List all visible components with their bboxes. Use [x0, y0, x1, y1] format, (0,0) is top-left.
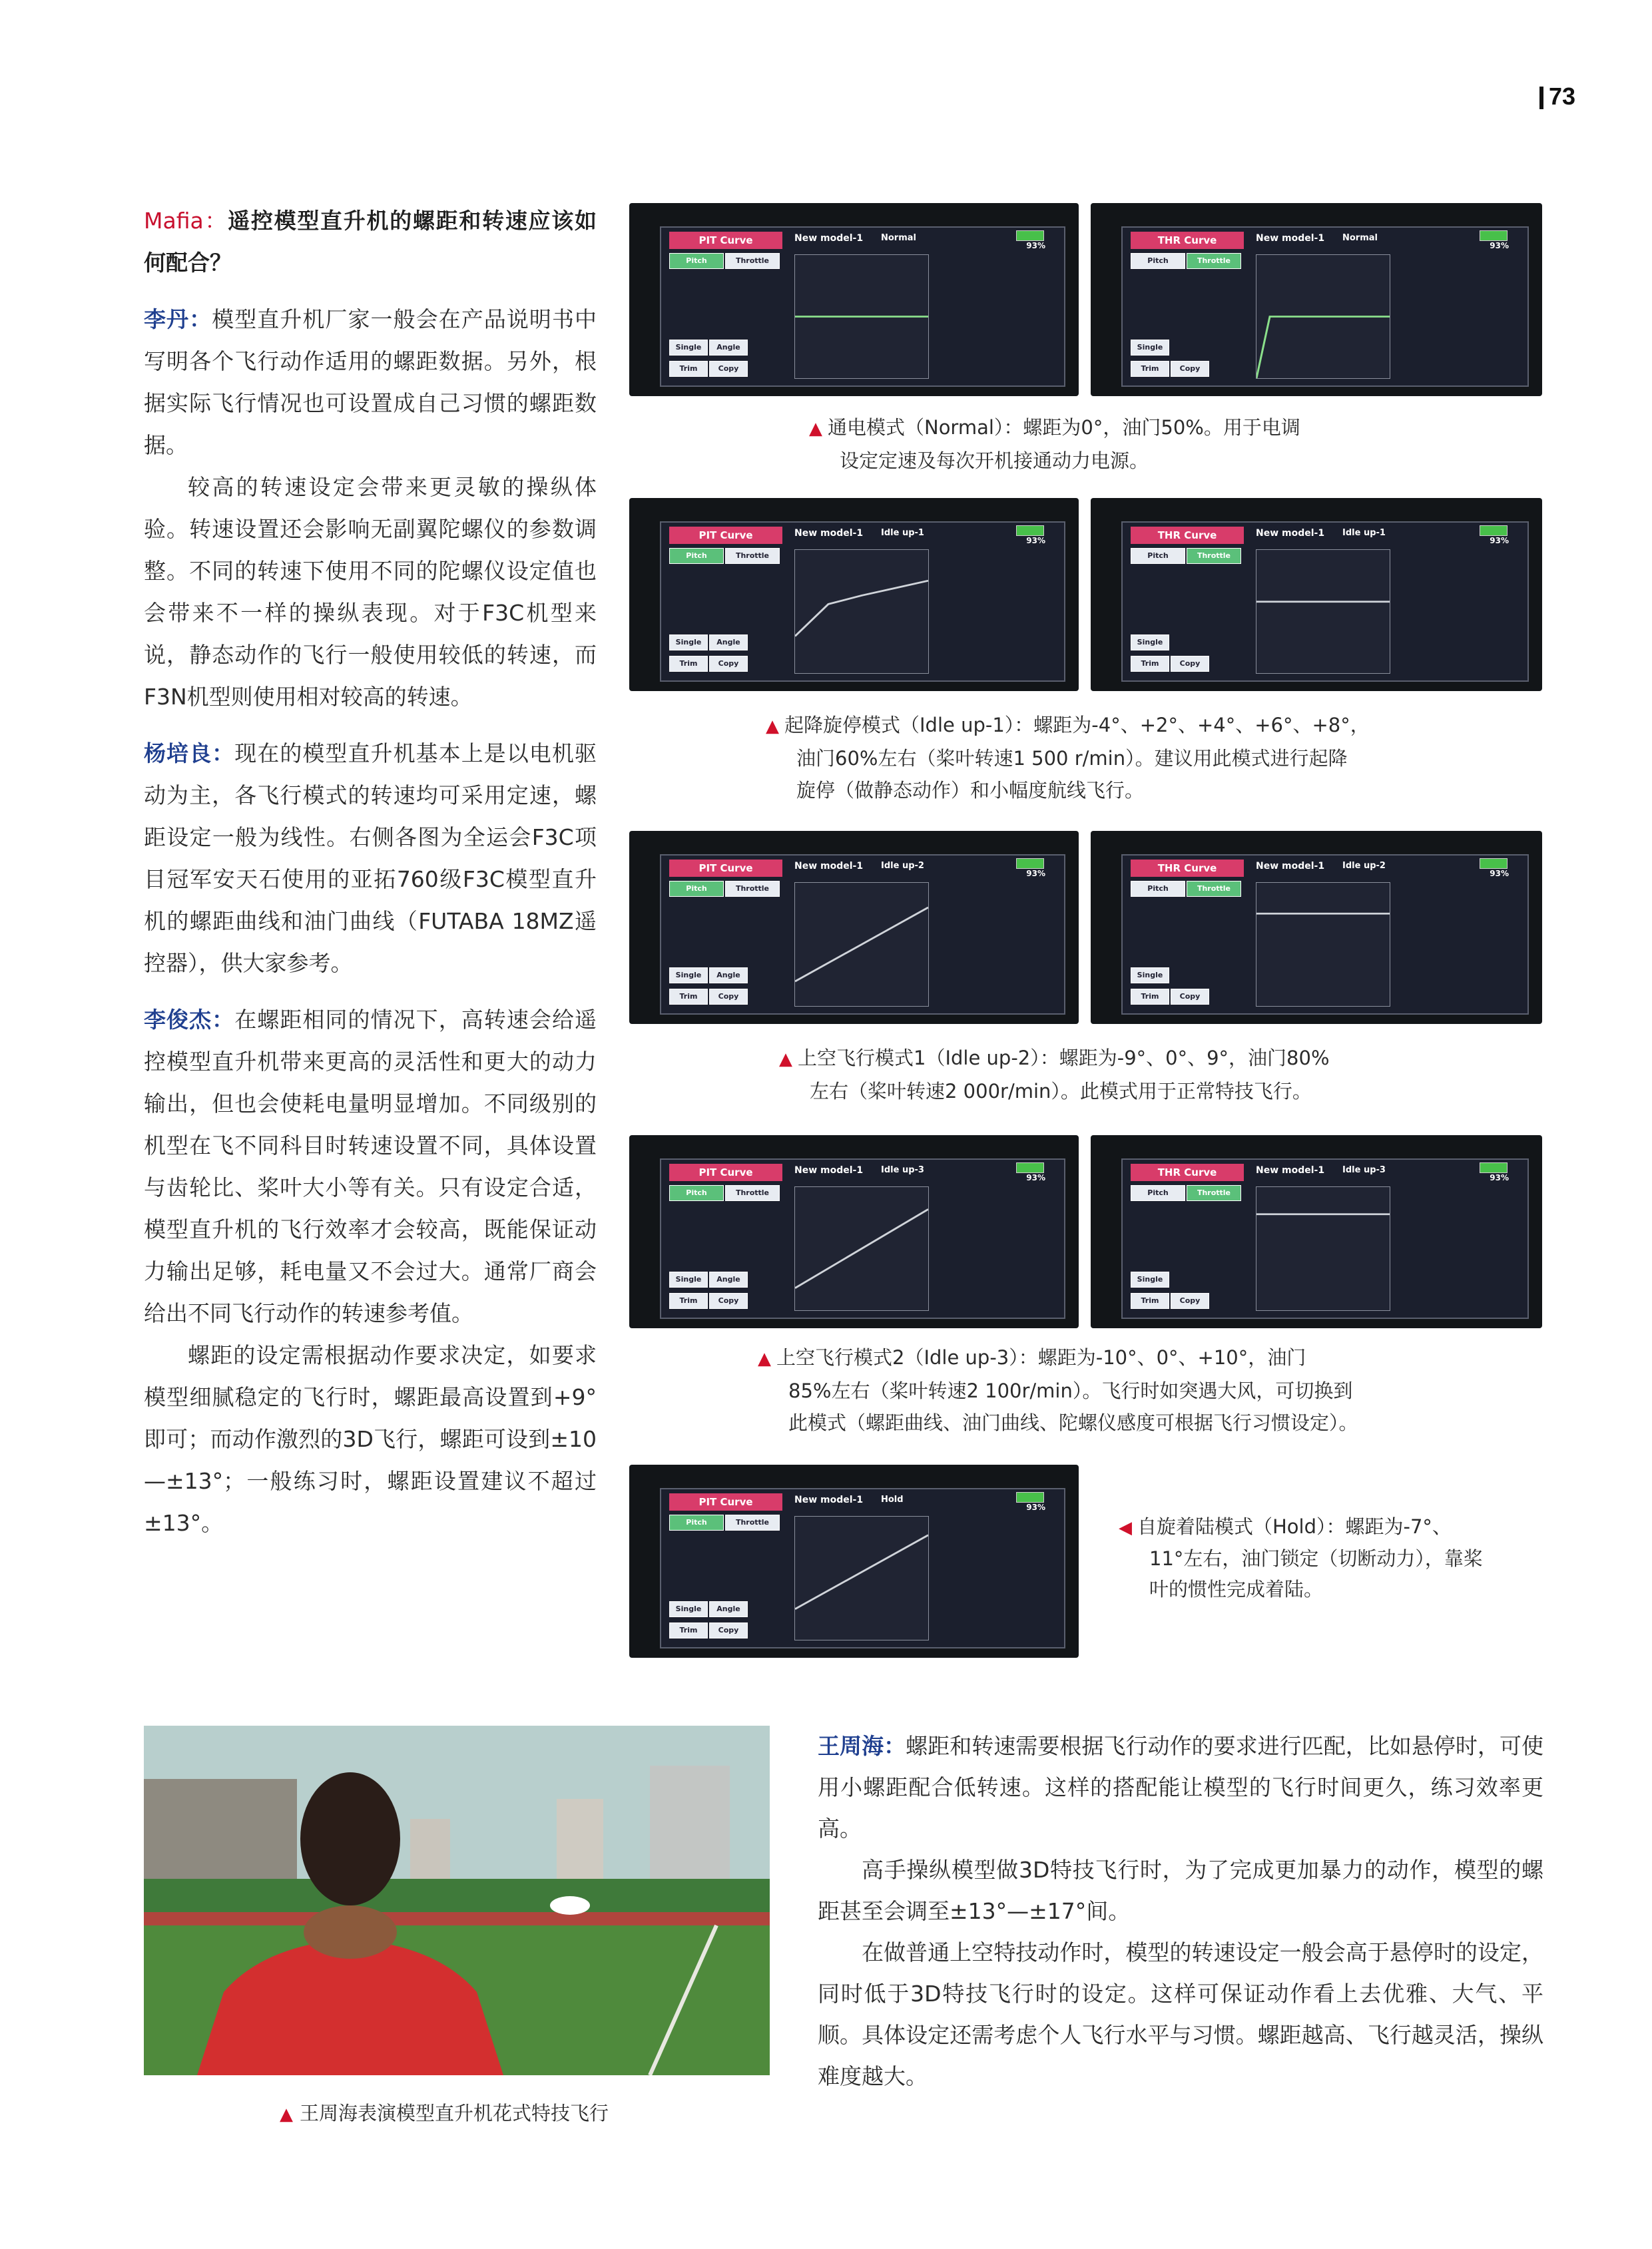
- trim-button: Trim: [1131, 361, 1169, 377]
- battery-percent: 93%: [1026, 241, 1045, 250]
- trim-button: Trim: [669, 989, 708, 1005]
- lcd-display: [660, 521, 1065, 682]
- trim-button: Trim: [669, 1623, 708, 1638]
- battery-icon: [1480, 1162, 1508, 1173]
- curve-svg: [1256, 550, 1390, 673]
- battery-icon: [1016, 230, 1044, 241]
- copy-button: Copy: [1171, 1293, 1209, 1309]
- curve-tab: PIT Curve: [669, 1493, 782, 1511]
- curve-plot: [794, 254, 929, 379]
- pitch-button: Pitch: [1131, 548, 1185, 564]
- battery-percent: 93%: [1490, 241, 1509, 250]
- throttle-button: Throttle: [725, 1515, 780, 1531]
- throttle-button: Throttle: [1187, 253, 1241, 269]
- model-name: New model-1: [1256, 861, 1325, 872]
- speaker-name: 杨培良：: [144, 740, 235, 766]
- page-number-bar: [1539, 87, 1543, 109]
- angle-button: Angle: [709, 967, 748, 983]
- trim-button: Trim: [669, 1293, 708, 1309]
- caption-line: 左右（桨叶转速2 000r/min）。此模式用于正常特技飞行。: [810, 1080, 1312, 1103]
- trim-button: Trim: [669, 656, 708, 672]
- screen-pit-idle1: [629, 498, 1079, 691]
- pitch-button: Pitch: [1131, 253, 1185, 269]
- triangle-marker-icon: ▲: [809, 419, 822, 439]
- trim-button: Trim: [1131, 1293, 1169, 1309]
- trim-button: Trim: [669, 361, 708, 377]
- answer-paragraph: 高手操纵模型做3D特技飞行时，为了完成更加暴力的动作，模型的螺距甚至会调至±13°—±17°间。: [818, 1857, 1543, 1924]
- battery-icon: [1480, 230, 1508, 241]
- caption-line: 叶的惯性完成着陆。: [1149, 1578, 1324, 1601]
- curve-tab: THR Curve: [1131, 527, 1244, 544]
- caption-line: 设定定速及每次开机接通动力电源。: [840, 449, 1149, 472]
- pitch-button: Pitch: [1131, 1185, 1185, 1201]
- pitch-button: Pitch: [669, 1185, 724, 1201]
- caption-line: 油门60%左右（桨叶转速1 500 r/min）。建议用此模式进行起降: [796, 747, 1348, 770]
- battery-icon: [1016, 858, 1044, 869]
- answer-text: 模型直升机厂家一般会在产品说明书中写明各个飞行动作适用的螺距数据。另外，根据实际飞行情况也可设置成自己习惯的螺距数据。: [144, 306, 597, 458]
- angle-button: Angle: [709, 340, 748, 356]
- battery-icon: [1016, 1162, 1044, 1173]
- copy-button: Copy: [709, 361, 748, 377]
- caption-line: 此模式（螺距曲线、油门曲线、陀螺仪感度可根据飞行习惯设定）。: [788, 1411, 1358, 1434]
- copy-button: Copy: [709, 1293, 748, 1309]
- battery-percent: 93%: [1490, 536, 1509, 545]
- single-button: Single: [669, 634, 708, 650]
- throttle-button: Throttle: [1187, 881, 1241, 897]
- pitch-button: Pitch: [1131, 881, 1185, 897]
- right-column: [818, 1726, 1543, 2097]
- single-button: Single: [669, 967, 708, 983]
- triangle-marker-icon: ▲: [766, 716, 779, 736]
- caption-idle1: [766, 709, 1432, 806]
- curve-tab: THR Curve: [1131, 1164, 1244, 1181]
- flight-mode: Idle up-3: [881, 1165, 924, 1175]
- pitch-button: Pitch: [669, 548, 724, 564]
- curve-svg: [795, 255, 928, 378]
- throttle-button: Throttle: [1187, 548, 1241, 564]
- caption-idle3: [758, 1342, 1490, 1439]
- copy-button: Copy: [709, 1623, 748, 1638]
- angle-button: Angle: [709, 1272, 748, 1288]
- photo-illustration: [144, 1726, 770, 2075]
- caption-normal: [809, 411, 1408, 477]
- curve-svg: [1256, 1187, 1390, 1310]
- caption-line: 85%左右（桨叶转速2 100r/min）。飞行时如突遇大风，可切换到: [788, 1379, 1353, 1402]
- pitch-button: Pitch: [669, 1515, 724, 1531]
- curve-tab: PIT Curve: [669, 860, 782, 877]
- triangle-marker-icon: ▲: [758, 1349, 771, 1369]
- speaker-name: 李丹：: [144, 306, 212, 332]
- caption-line: 自旋着陆模式（Hold）：螺距为-7°、: [1137, 1515, 1452, 1538]
- copy-button: Copy: [1171, 656, 1209, 672]
- throttle-button: Throttle: [725, 1185, 780, 1201]
- battery-percent: 93%: [1026, 536, 1045, 545]
- curve-tab: PIT Curve: [669, 232, 782, 249]
- caption-line: 上空飞行模式2（Idle up-3）：螺距为-10°、0°、+10°，油门: [776, 1346, 1306, 1369]
- answer-paragraph: 在做普通上空特技动作时，模型的转速设定一般会高于悬停时的设定，同时低于3D特技飞行时的设定。这样可保证动作看上去优雅、大气、平顺。具体设定还需考虑个人飞行水平与习惯。螺距越高、飞行越灵活，操纵难度越大。: [818, 1939, 1543, 2089]
- single-button: Single: [1131, 634, 1169, 650]
- curve-svg: [795, 550, 928, 673]
- screen-thr-idle2: [1091, 831, 1542, 1024]
- battery-percent: 93%: [1026, 1173, 1045, 1182]
- lcd-display: [1121, 1158, 1529, 1319]
- photo-caption: ▲ 王周海表演模型直升机花式特技飞行: [280, 2102, 609, 2124]
- model-name: New model-1: [794, 861, 864, 872]
- curve-svg: [795, 883, 928, 1006]
- answer-yang: [144, 732, 597, 984]
- single-button: Single: [669, 1272, 708, 1288]
- trim-button: Trim: [1131, 656, 1169, 672]
- copy-button: Copy: [709, 656, 748, 672]
- answer-text: 现在的模型直升机基本上是以电机驱动为主，各飞行模式的转速均可采用定速，螺距设定一般为线性。右侧各图为全运会F3C项目冠军安天石使用的亚拓760级F3C模型直升机的螺距曲线和油门曲线（FUTABA 18MZ遥控器），供大家参考。: [144, 740, 597, 976]
- answer-li-dan: [144, 298, 597, 466]
- trim-button: Trim: [1131, 989, 1169, 1005]
- copy-button: Copy: [1171, 361, 1209, 377]
- answer-li-junjie: [144, 999, 597, 1334]
- lcd-display: [1121, 854, 1529, 1015]
- answer-paragraph: 较高的转速设定会带来更灵敏的操纵体验。转速设置还会影响无副翼陀螺仪的参数调整。不同的转速下使用不同的陀螺仪设定值也会带来不一样的操纵表现。对于F3C机型来说，静态动作的飞行一般使用较低的转速，而F3N机型则使用相对较高的转速。: [144, 474, 597, 710]
- caption-hold: [1119, 1511, 1531, 1605]
- single-button: Single: [669, 340, 708, 356]
- page-number: 73: [1539, 83, 1586, 116]
- lcd-display: [660, 226, 1065, 387]
- throttle-button: Throttle: [725, 548, 780, 564]
- model-name: New model-1: [794, 1165, 864, 1176]
- caption-line: 通电模式（Normal）：螺距为0°，油门50%。用于电调: [828, 416, 1300, 439]
- copy-button: Copy: [1171, 989, 1209, 1005]
- throttle-button: Throttle: [1187, 1185, 1241, 1201]
- single-button: Single: [1131, 340, 1169, 356]
- screen-pit-idle3: [629, 1135, 1079, 1328]
- flight-mode: Idle up-1: [881, 528, 924, 538]
- curve-plot: [1256, 882, 1390, 1007]
- throttle-button: Throttle: [725, 881, 780, 897]
- battery-icon: [1480, 525, 1508, 536]
- screen-pit-normal: [629, 203, 1079, 396]
- curve-plot: [1256, 1186, 1390, 1311]
- single-button: Single: [669, 1601, 708, 1617]
- flight-mode: Idle up-2: [881, 861, 924, 871]
- single-button: Single: [1131, 967, 1169, 983]
- model-name: New model-1: [1256, 528, 1325, 539]
- answer-paragraph: 螺距的设定需根据动作要求决定，如要求模型细腻稳定的飞行时，螺距最高设置到+9°即可；而动作激烈的3D飞行，螺距可设到±10—±13°；一般练习时，螺距设置建议不超过±13°。: [144, 1342, 597, 1536]
- triangle-marker-icon: ▲: [779, 1049, 792, 1069]
- flight-mode: Normal: [1342, 233, 1378, 243]
- curve-svg: [795, 1517, 928, 1640]
- lcd-display: [660, 854, 1065, 1015]
- question-label: Mafia：: [144, 208, 228, 234]
- question-text: 遥控模型直升机的螺距和转速应该如何配合？: [144, 208, 597, 276]
- model-name: New model-1: [1256, 233, 1325, 244]
- battery-percent: 93%: [1026, 1503, 1045, 1512]
- battery-percent: 93%: [1026, 869, 1045, 878]
- curve-plot: [794, 1186, 929, 1311]
- battery-icon: [1016, 525, 1044, 536]
- caption-line: 旋停（做静态动作）和小幅度航线飞行。: [796, 779, 1145, 802]
- answer-wang: [818, 1726, 1543, 1850]
- lcd-display: [660, 1158, 1065, 1319]
- curve-plot: [794, 549, 929, 674]
- battery-percent: 93%: [1490, 869, 1509, 878]
- battery-icon: [1480, 858, 1508, 869]
- speaker-name: 李俊杰：: [144, 1007, 235, 1033]
- caption-line: 11°左右，油门锁定（切断动力），靠桨: [1149, 1547, 1483, 1570]
- answer-text: 在螺距相同的情况下，高转速会给遥控模型直升机带来更高的灵活性和更大的动力输出，但也会使耗电量明显增加。不同级别的机型在飞不同科目时转速设置不同，具体设置与齿轮比、桨叶大小等有关。只有设定合适，模型直升机的飞行效率才会较高，既能保证动力输出足够，耗电量又不会过大。通常厂商会给出不同飞行动作的转速参考值。: [144, 1007, 597, 1326]
- answer-text: 螺距和转速需要根据飞行动作的要求进行匹配，比如悬停时，可使用小螺距配合低转速。这样的搭配能让模型的飞行时间更久，练习效率更高。: [818, 1733, 1543, 1842]
- pitch-button: Pitch: [669, 881, 724, 897]
- lcd-display: [1121, 226, 1529, 387]
- throttle-button: Throttle: [725, 253, 780, 269]
- screen-thr-normal: [1091, 203, 1542, 396]
- question: [144, 200, 597, 284]
- curve-tab: THR Curve: [1131, 860, 1244, 877]
- copy-button: Copy: [709, 989, 748, 1005]
- lcd-display: [660, 1488, 1065, 1648]
- battery-percent: 93%: [1490, 1173, 1509, 1182]
- flight-mode: Hold: [881, 1495, 904, 1505]
- model-name: New model-1: [1256, 1165, 1325, 1176]
- triangle-marker-icon: ◀: [1119, 1518, 1132, 1538]
- curve-plot: [794, 1516, 929, 1640]
- screen-pit-hold: [629, 1465, 1079, 1658]
- curve-plot: [1256, 254, 1390, 379]
- model-name: New model-1: [794, 528, 864, 539]
- flight-mode: Idle up-3: [1342, 1165, 1386, 1175]
- screen-pit-idle2: [629, 831, 1079, 1024]
- flight-mode: Idle up-2: [1342, 861, 1386, 871]
- curve-tab: PIT Curve: [669, 527, 782, 544]
- left-column: [144, 200, 597, 1544]
- caption-idle2: [779, 1042, 1445, 1107]
- curve-svg: [1256, 255, 1390, 378]
- flight-mode: Idle up-1: [1342, 528, 1386, 538]
- screen-thr-idle1: [1091, 498, 1542, 691]
- curve-tab: PIT Curve: [669, 1164, 782, 1181]
- screen-thr-idle3: [1091, 1135, 1542, 1328]
- angle-button: Angle: [709, 1601, 748, 1617]
- curve-svg: [795, 1187, 928, 1310]
- caption-line: 上空飞行模式1（Idle up-2）：螺距为-9°、0°、9°，油门80%: [798, 1047, 1330, 1069]
- lcd-display: [1121, 521, 1529, 682]
- triangle-marker-icon: ▲: [280, 2105, 293, 2124]
- speaker-name: 王周海：: [818, 1733, 906, 1759]
- flight-mode: Normal: [881, 233, 916, 243]
- curve-svg: [1256, 883, 1390, 1006]
- caption-line: 起降旋停模式（Idle up-1）：螺距为-4°、+2°、+4°、+6°、+8°，: [784, 714, 1370, 736]
- model-name: New model-1: [794, 1495, 864, 1505]
- curve-plot: [1256, 549, 1390, 674]
- single-button: Single: [1131, 1272, 1169, 1288]
- curve-plot: [794, 882, 929, 1007]
- curve-tab: THR Curve: [1131, 232, 1244, 249]
- model-name: New model-1: [794, 233, 864, 244]
- angle-button: Angle: [709, 634, 748, 650]
- pitch-button: Pitch: [669, 253, 724, 269]
- photo-pilot: [144, 1726, 770, 2075]
- battery-icon: [1016, 1492, 1044, 1503]
